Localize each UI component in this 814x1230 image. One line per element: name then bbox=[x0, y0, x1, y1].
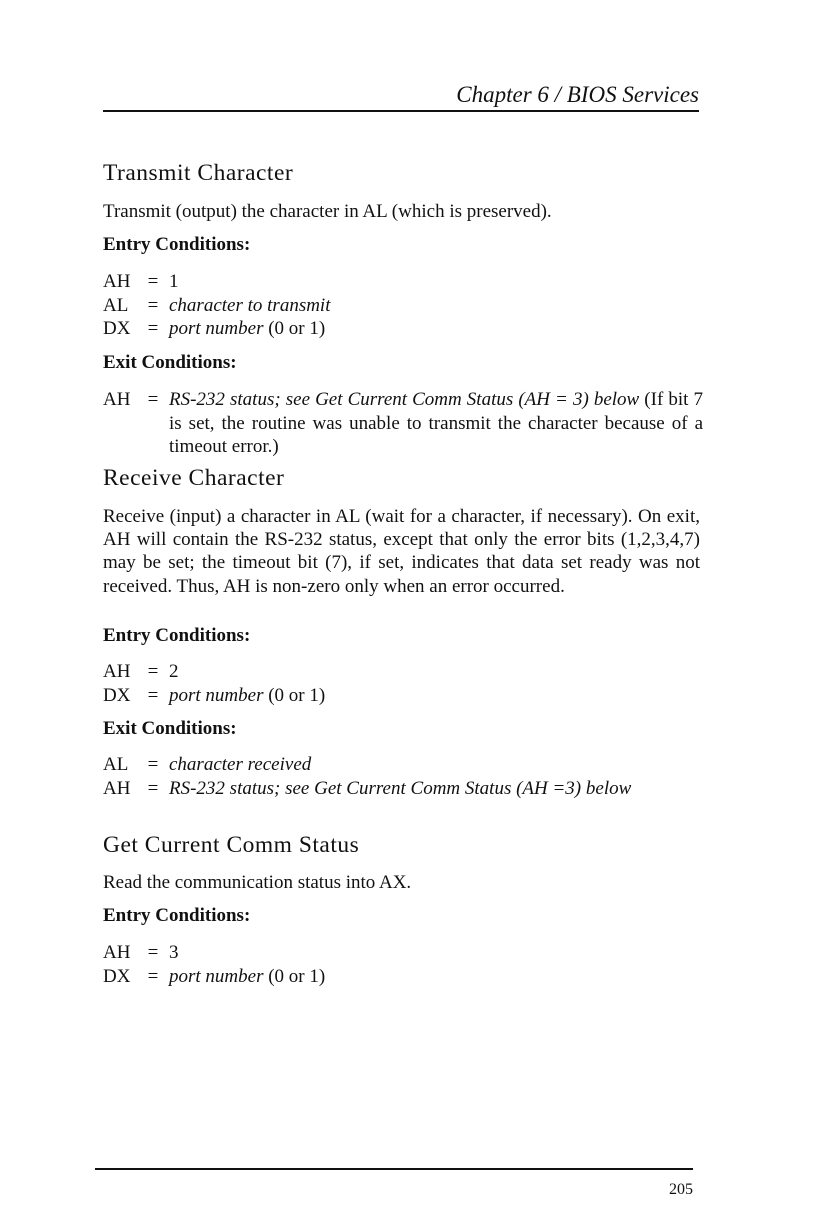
equals-sign: = bbox=[147, 389, 159, 410]
value-tail: (0 or 1) bbox=[263, 965, 326, 987]
register-name: AL bbox=[103, 754, 129, 775]
value-italic: port number bbox=[169, 684, 264, 706]
register-row bbox=[103, 294, 703, 318]
value-text: 2 bbox=[169, 661, 179, 682]
register-row bbox=[103, 965, 703, 989]
register-row bbox=[103, 388, 703, 459]
section-title-status: Get Current Comm Status bbox=[103, 832, 360, 858]
register-row bbox=[103, 753, 703, 777]
transmit-entry-label: Entry Conditions: bbox=[103, 234, 251, 255]
value-italic: port number bbox=[169, 965, 264, 987]
register-value bbox=[169, 294, 703, 318]
register-row bbox=[103, 660, 703, 684]
register-value bbox=[169, 753, 703, 777]
register-row bbox=[103, 317, 703, 341]
register-name: AH bbox=[103, 777, 131, 799]
receive-exit-conditions bbox=[103, 753, 703, 800]
value-tail: (If bit 7 is set, the routine was unable to transmit the character because of a timeout error.) bbox=[169, 389, 703, 457]
register-row bbox=[103, 777, 703, 801]
register-value bbox=[169, 684, 703, 708]
footer-rule bbox=[95, 1168, 693, 1170]
value-italic: RS-232 status; see Get Current Comm Status (AH = 3) below bbox=[169, 389, 640, 410]
register-value bbox=[169, 388, 703, 459]
register-name: AH bbox=[103, 661, 131, 682]
equals-sign: = bbox=[147, 754, 159, 775]
register-name: AH bbox=[103, 271, 131, 292]
register-row bbox=[103, 270, 703, 294]
equals-sign: = bbox=[147, 965, 159, 987]
status-entry-conditions bbox=[103, 941, 703, 988]
receive-description: Receive (input) a character in AL (wait for a character, if necessary). On exit, AH will contain the RS-232 status, except that only the error bits (1,2,3,4,7) may be set; the timeout bit (7), if set, indicates that data set ready was not received. Thus, AH is non-zero only when an error occurred. bbox=[103, 506, 700, 597]
register-name: DX bbox=[103, 318, 131, 339]
equals-sign: = bbox=[147, 684, 159, 706]
page-number: 205 bbox=[669, 1181, 693, 1198]
register-value bbox=[169, 965, 703, 989]
equals-sign: = bbox=[147, 777, 159, 799]
running-head: Chapter 6 / BIOS Services bbox=[456, 82, 699, 107]
register-name: AL bbox=[103, 294, 129, 316]
equals-sign: = bbox=[147, 271, 159, 292]
value-text bbox=[169, 388, 703, 459]
value-text: 1 bbox=[169, 271, 179, 292]
register-value bbox=[169, 317, 703, 341]
receive-exit-label: Exit Conditions: bbox=[103, 718, 237, 739]
register-value bbox=[169, 941, 703, 965]
register-name: AH bbox=[103, 389, 131, 410]
value-tail: (0 or 1) bbox=[263, 318, 326, 339]
equals-sign: = bbox=[147, 942, 159, 963]
value-text: 3 bbox=[169, 942, 179, 963]
value-italic: character received bbox=[169, 754, 312, 775]
register-name: DX bbox=[103, 684, 131, 706]
value-tail: (0 or 1) bbox=[263, 684, 326, 706]
transmit-exit-conditions bbox=[103, 388, 703, 459]
receive-entry-conditions bbox=[103, 660, 703, 707]
section-title-transmit: Transmit Character bbox=[103, 160, 294, 186]
transmit-exit-label: Exit Conditions: bbox=[103, 352, 237, 373]
value-italic: RS-232 status; see Get Current Comm Status (AH =3) below bbox=[169, 777, 632, 799]
header-rule bbox=[103, 110, 699, 112]
equals-sign: = bbox=[147, 318, 159, 339]
register-value bbox=[169, 777, 703, 801]
equals-sign: = bbox=[147, 294, 159, 316]
equals-sign: = bbox=[147, 661, 159, 682]
status-description: Read the communication status into AX. bbox=[103, 872, 412, 893]
register-row bbox=[103, 941, 703, 965]
value-italic: port number bbox=[169, 318, 264, 339]
value-italic: character to transmit bbox=[169, 294, 331, 316]
register-value bbox=[169, 270, 703, 294]
register-value bbox=[169, 660, 703, 684]
receive-entry-label: Entry Conditions: bbox=[103, 625, 251, 646]
status-entry-label: Entry Conditions: bbox=[103, 905, 251, 926]
register-name: AH bbox=[103, 942, 131, 963]
register-row bbox=[103, 684, 703, 708]
transmit-description: Transmit (output) the character in AL (which is preserved). bbox=[103, 201, 552, 222]
section-title-receive: Receive Character bbox=[103, 465, 285, 491]
register-name: DX bbox=[103, 965, 131, 987]
transmit-entry-conditions bbox=[103, 270, 703, 341]
